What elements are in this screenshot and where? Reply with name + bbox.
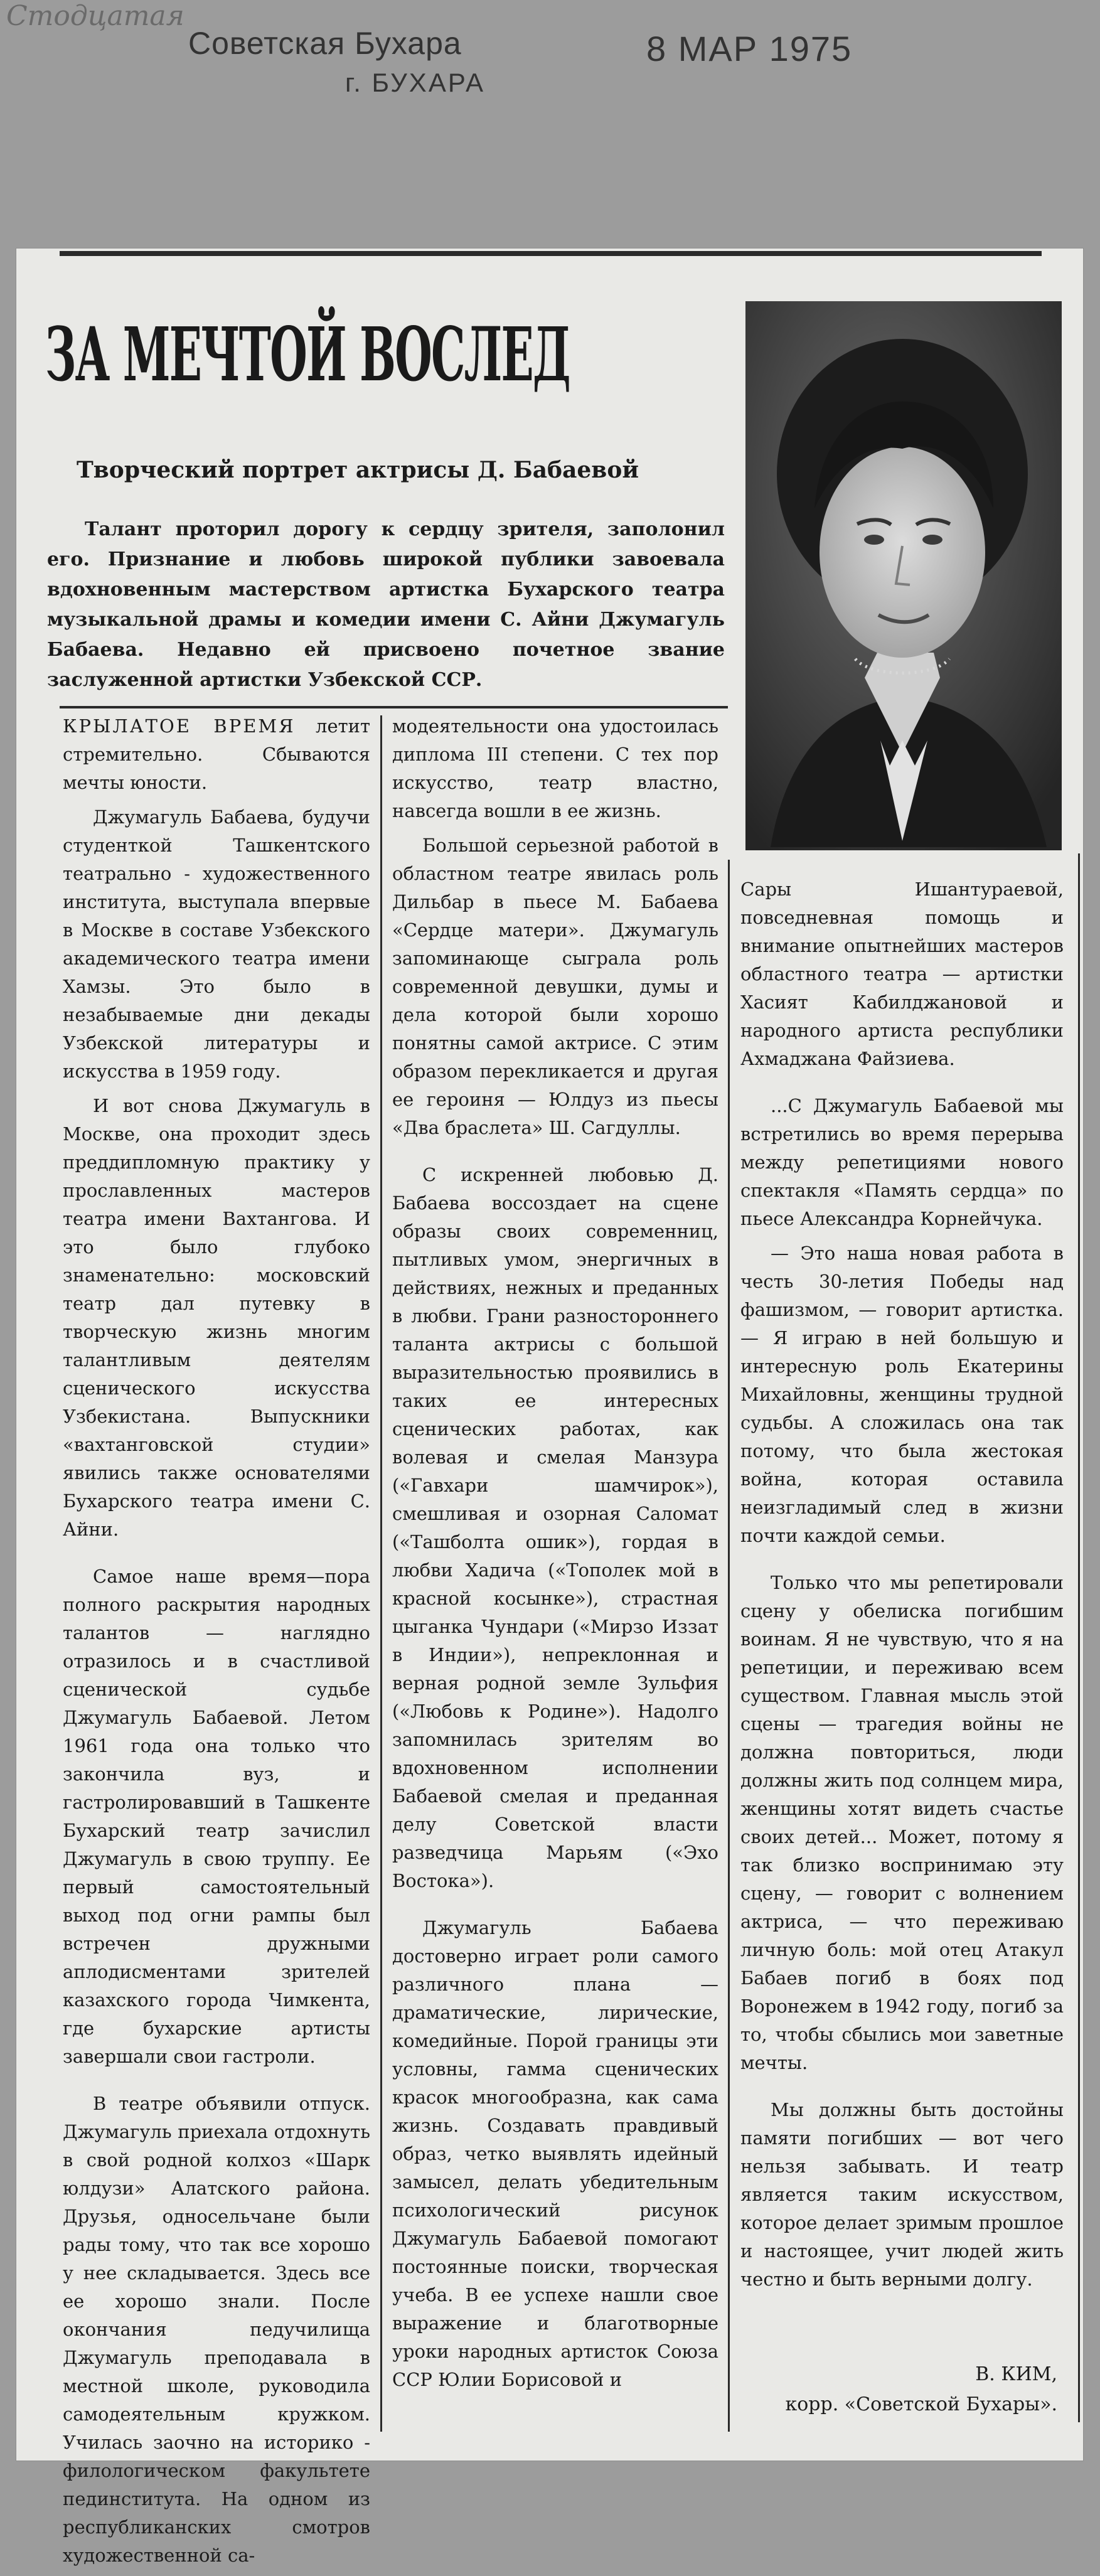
archive-stamp <box>188 25 891 113</box>
stamp-date: 8 МАР 1975 <box>646 29 853 68</box>
lead-separator-rule <box>60 706 728 708</box>
corner-handwritten-mark: Стодцатая <box>6 0 184 32</box>
opening-text: летит стремительно. Сбываются мечты юности. <box>63 715 371 793</box>
column-3-paragraph-3: — Это наша новая работа в честь 30-летия Победы над фашизмом, — говорит артистка. — Я играю в ней большую и интересную роль Екатерины Михайловны, женщины трудной судьбы. А сложилась она так потому, что была жестокая война, которая оставила неизгладимый след в жизни почти каждой семьи. <box>740 1243 1064 1546</box>
newspaper-name: Советская Бухара <box>188 26 462 61</box>
column-divider-2 <box>728 860 730 2432</box>
column-3-paragraph-4: Только что мы репетировали сцену у обелиска погибшим воинам. Я не чувствую, что я на репетиции, и переживаю всем существом. Главная мысль этой сцены — трагедия войны не должна повториться, люди должны жить под солнцем мира, женщины хотят видеть счастье своих детей... Может, потому я так близко воспринимаю эту сцену, — говорит с волнением актриса, — что переживаю личную боль: мой отец Атакул Бабаев погиб в боях под Воронежем в 1942 году, погиб за то, чтобы сбылись мои заветные мечты. <box>740 1572 1064 2073</box>
column-1-paragraph-1 <box>63 712 370 797</box>
column-2-paragraph-2: Большой серьезной работой в областном театре явилась роль Дильбар в пьесе М. Бабаева «Сердце матери». Джумагуль запоминающе сыграла роль современной девушки, думы и дела которой были хорошо понятны самой актрисе. С этим образом перекликается и другая ее героиня — Юлдуз из пьесы «Два браслета» Ш. Сагдуллы. <box>392 835 718 1138</box>
article-subtitle: Творческий портрет актрисы Д. Бабаевой <box>77 457 639 483</box>
column-2-paragraph-4: Джумагуль Бабаева достоверно играет роли самого различного плана — драматические, лирические, комедийные. Порой границы эти условны, гамма сценических красок многообразна, как сама жизнь. Создавать правдивый образ, четко выявлять идейный замысел, делать убедительным психологический рисунок Джумагуль Бабаевой помогают постоянные поиски, творческая учеба. В ее успехе нашли свое выражение и благотворные уроки народных артисток Союза ССР Юлии Борисовой и <box>392 1917 718 2390</box>
column-3-paragraph-5: Мы должны быть достойны памяти погибших — вот чего нельзя забывать. И театр является таким искусством, которое делает зримым прошлое и настоящее, учит людей жить честно и быть верными долгу. <box>740 2099 1064 2290</box>
column-1-paragraph-2: Джумагуль Бабаева, будучи студенткой Ташкентского театрально - художественного института, выступала впервые в Москве в составе Узбекского академического театра имени Хамзы. Это было в незабываемые дни декады Узбекской литературы и искусства в 1959 году. <box>63 806 370 1082</box>
author-signature <box>769 2360 1057 2420</box>
article-column-3 <box>740 875 1064 2300</box>
opening-kicker: КРЫЛАТОЕ ВРЕМЯ <box>63 715 296 737</box>
author-name: В. КИМ, <box>975 2363 1057 2385</box>
article-column-2 <box>392 712 718 2400</box>
author-role: корр. «Советской Бухары». <box>785 2393 1057 2415</box>
column-2-paragraph-3: С искренней любовью Д. Бабаева воссоздает на сцене образы своих современниц, пытливых умом, энергичных в действиях, нежных и преданных в любви. Грани разностороннего таланта актрисы с большой выразительностью проявились в таких ее интересных сценических работах, как волевая и смелая Манзура («Гавхари шамчирок»), смешливая и озорная Саломат («Ташболта ошик»), гордая в любви Хадича («Тополек мой в красной косынке»), страстная цыганка Чундари («Мирзо Иззат в Индии»), непреклонная и верная родной земле Зульфия («Любовь к Родине»). Надолго запомнилась зрителям во вдохновенном исполнении Бабаевой смелая и преданная делу Советской власти разведчица Марьям («Эхо Востока»). <box>392 1164 718 1891</box>
column-divider-1 <box>380 715 382 2432</box>
newspaper-city: г. БУХАРА <box>345 68 486 97</box>
article-title: ЗА МЕЧТОЙ ВОСЛЕД <box>45 311 570 398</box>
actress-photo <box>745 301 1062 850</box>
top-rule <box>60 251 1042 256</box>
column-1-paragraph-5: В театре объявили отпуск. Джумагуль приехала отдохнуть в свой родной колхоз «Шарк юлдузи» Алатского района. Друзья, односельчане были рады тому, что так все хорошо у нее складывается. Здесь все ее хорошо знали. После окончания педучилища Джумагуль преподавала в местной школе, руководила самодеятельным кружком. Училась заочно на историко - филологическом факультете пединститута. На одном из республиканских смотров художественной са- <box>63 2093 370 2566</box>
column-2-paragraph-1: модеятельности она удостоилась диплома III степени. С тех пор искусство, театр властно, навсегда вошли в ее жизнь. <box>392 715 718 821</box>
column-3-paragraph-2: ...С Джумагуль Бабаевой мы встретились во время перерыва между репетициями нового спектакля «Память сердца» по пьесе Александра Корнейчука. <box>740 1095 1064 1229</box>
column-1-paragraph-3: И вот снова Джумагуль в Москве, она проходит здесь преддипломную практику у прославленных мастеров театра имени Вахтангова. И это было глубоко знаменательно: московский театр дал путевку в творческую жизнь многим талантливым деятелям сценического искусства Узбекистана. Выпускники «вахтанговской студии» явились также основателями Бухарского театра имени С. Айни. <box>63 1095 370 1540</box>
column-1-paragraph-4: Самое наше время—пора полного раскрытия народных талантов — наглядно отразилось и в счастливой сценической судьбе Джумагуль Бабаевой. Летом 1961 года она только что закончила вуз, и гастролировавший в Ташкенте Бухарский театр зачислил Джумагуль в свою труппу. Ее первый самостоятельный выход под огни рампы был встречен дружными аплодисментами зрителей казахского города Чимкента, где бухарские артисты завершали свои гастроли. <box>63 1566 370 2067</box>
column-3-paragraph-1: Сары Ишантураевой, повседневная помощь и внимание опытнейших мастеров областного театра — артистки Хасият Кабилджановой и народного артиста республики Ахмаджана Файзиева. <box>740 879 1064 1069</box>
right-edge-rule <box>1078 853 1080 2422</box>
article-lead: Талант проторил дорогу к сердцу зрителя, заполонил его. Признание и любовь широкой публики завоевала вдохновенным мастерством артистка Бухарского театра музыкальной драмы и комедии имени С. Айни Джумагуль Бабаева. Недавно ей присвоено почетное звание заслуженной артистки Узбекской ССР. <box>47 518 725 691</box>
article-column-1 <box>63 712 370 2576</box>
portrait-image <box>745 301 1062 850</box>
